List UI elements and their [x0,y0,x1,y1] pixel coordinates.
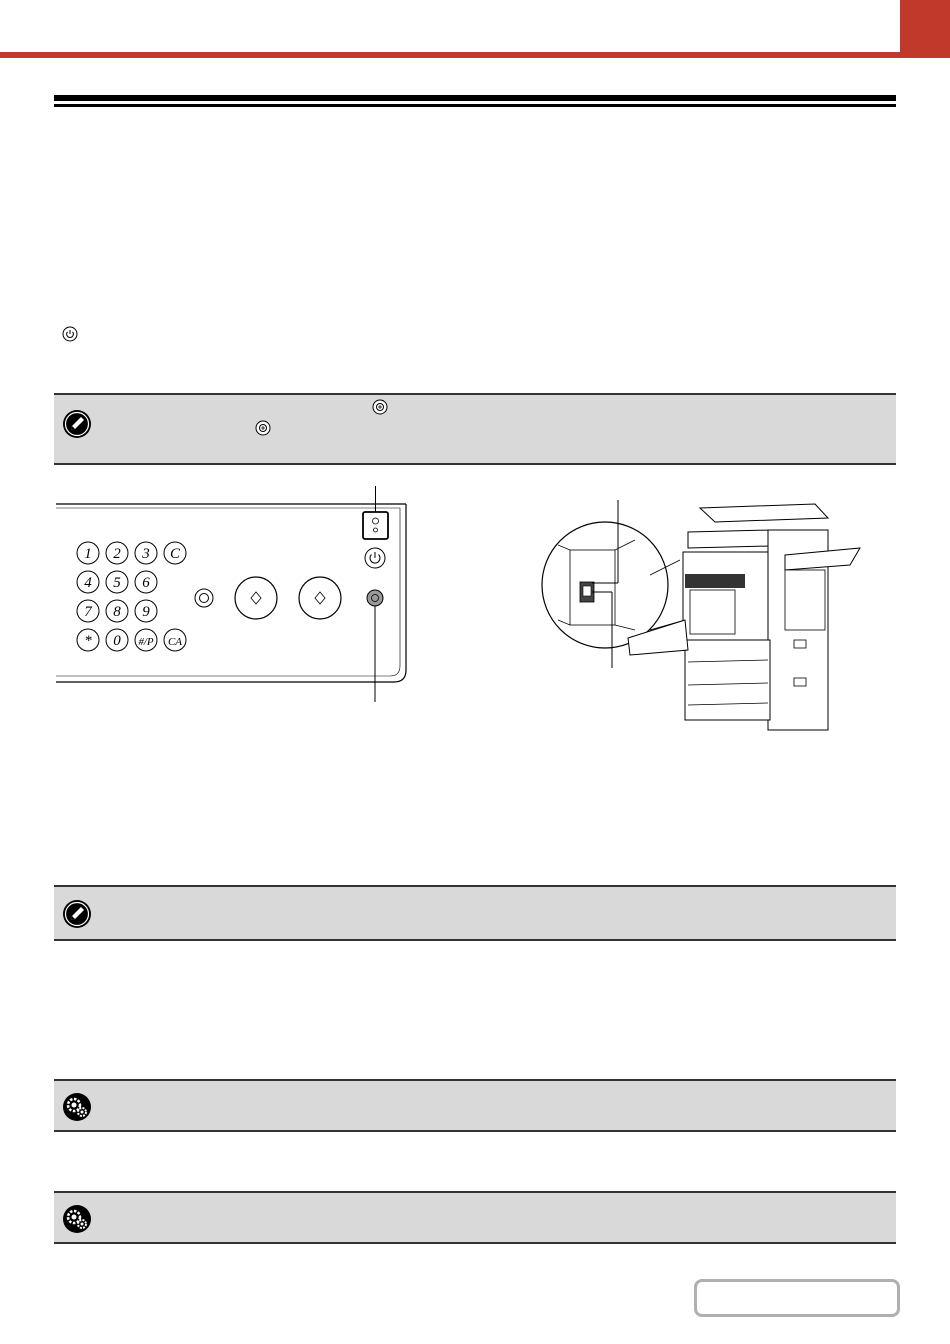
keypad-key-label: C [169,546,181,562]
pencil-note-icon [62,899,92,929]
power-button [365,548,385,568]
keypad-key-label: 0 [113,633,121,649]
top-bar-background [0,0,950,52]
gear-icon [62,1092,92,1122]
color-start-button [299,577,341,619]
note-box-energy-save [54,393,896,465]
contents-button[interactable] [694,1279,900,1317]
keypad-key-label: #/P [138,636,154,648]
keypad-key-label: CA [167,636,183,648]
energy-save-icon [255,420,271,436]
title-rule [54,95,896,111]
keypad-key-label: 6 [142,575,150,591]
black-white-start-button [235,577,277,619]
keypad-key-label: 2 [113,546,121,562]
keypad-key-label: 7 [84,604,92,620]
copier-body [628,504,860,730]
stop-button [195,589,213,607]
power-icon [62,326,78,342]
main-power-indicator [363,512,388,539]
system-settings-box-2 [54,1191,896,1244]
keypad-key-label: 9 [142,604,150,620]
keypad-key-label: 1 [84,546,92,562]
operation-panel-illustration [56,486,436,702]
note-box-2 [54,885,896,941]
machine-illustration [530,490,870,740]
numeric-keypad [77,542,186,651]
gear-icon [62,1204,92,1234]
keypad-key-label: 5 [113,575,121,591]
title-rule-thin [54,104,896,107]
keypad-key-label: * [84,633,92,649]
title-rule-thick [54,95,896,101]
keypad-key-label: 8 [113,604,121,620]
top-bar [0,0,950,58]
system-settings-box-1 [54,1079,896,1132]
chapter-tab[interactable] [900,0,950,58]
keypad-key-label: 3 [142,546,150,562]
keypad-key-label: 4 [84,575,92,591]
top-bar-accent-line [0,52,950,58]
energy-save-icon [372,399,388,415]
pencil-note-icon [62,409,92,439]
energy-save-button [367,590,383,606]
